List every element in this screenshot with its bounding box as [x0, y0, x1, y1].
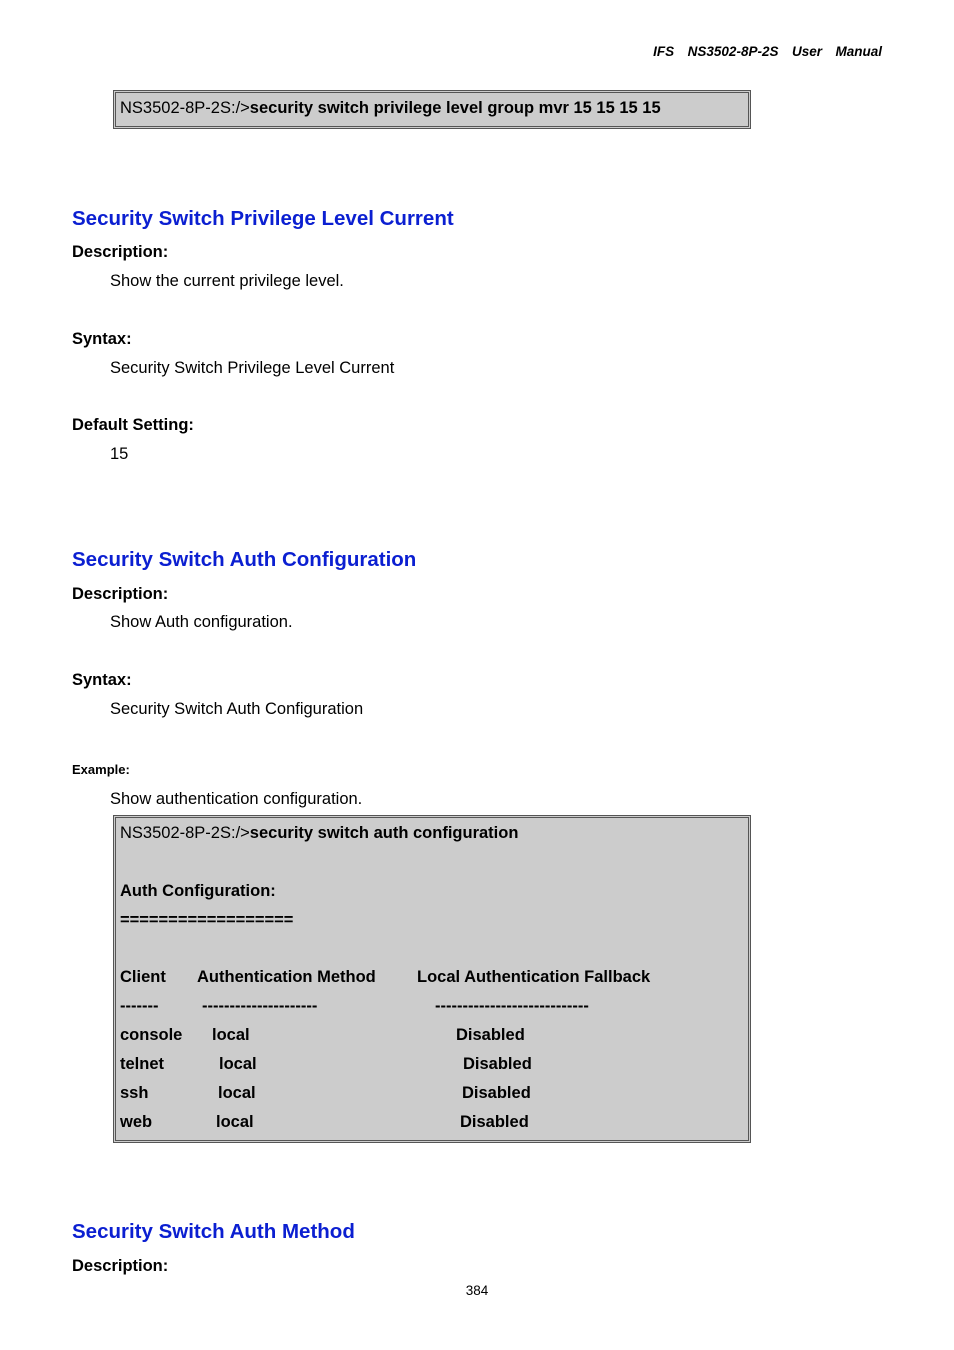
- example-text: Show authentication configuration.: [110, 790, 363, 808]
- column-header-auth-method: Authentication Method: [197, 968, 376, 986]
- section-title-auth-method: Security Switch Auth Method: [72, 1220, 355, 1243]
- cli-prompt: NS3502-8P-2S:/>: [120, 99, 250, 117]
- cell-method: local: [219, 1055, 257, 1073]
- cell-fallback: Disabled: [463, 1055, 532, 1073]
- description-label: Description:: [72, 243, 169, 261]
- syntax-label: Syntax:: [72, 671, 132, 689]
- command-box-mvr: [113, 90, 751, 129]
- description-text: Show Auth configuration.: [110, 613, 293, 631]
- cell-method: local: [216, 1113, 254, 1131]
- syntax-label: Syntax:: [72, 330, 132, 348]
- syntax-text: Security Switch Privilege Level Current: [110, 359, 395, 377]
- column-divider: ----------------------------: [435, 997, 589, 1015]
- column-header-client: Client: [120, 968, 166, 986]
- output-heading: Auth Configuration:: [120, 882, 276, 900]
- cli-command: security switch privilege level group mvr 15 15 15 15: [249, 99, 661, 117]
- description-label: Description:: [72, 585, 169, 603]
- manual-header: IFS NS3502-8P-2S User Manual: [653, 44, 882, 59]
- cell-client: web: [120, 1113, 153, 1131]
- output-rule: ==================: [120, 911, 294, 929]
- description-label: Description:: [72, 1257, 169, 1275]
- column-header-fallback: Local Authentication Fallback: [417, 968, 651, 986]
- description-text: Show the current privilege level.: [110, 272, 344, 290]
- cli-command: security switch auth configuration: [249, 824, 519, 842]
- cell-fallback: Disabled: [462, 1084, 531, 1102]
- default-setting-value: 15: [110, 445, 129, 463]
- syntax-text: Security Switch Auth Configuration: [110, 700, 364, 718]
- column-divider: ---------------------: [202, 997, 318, 1015]
- command-line: [120, 99, 661, 118]
- cell-method: local: [212, 1026, 250, 1044]
- column-divider: -------: [120, 997, 159, 1015]
- cell-client: ssh: [120, 1084, 149, 1102]
- example-label: Example:: [72, 762, 130, 777]
- cell-client: console: [120, 1026, 183, 1044]
- command-box-auth-configuration: [113, 815, 751, 1143]
- command-line: [120, 824, 518, 843]
- page-number: 384: [465, 1283, 489, 1298]
- section-title-privilege-level-current: Security Switch Privilege Level Current: [72, 207, 454, 230]
- section-title-auth-configuration: Security Switch Auth Configuration: [72, 548, 417, 571]
- cell-fallback: Disabled: [456, 1026, 525, 1044]
- cell-method: local: [218, 1084, 256, 1102]
- cell-client: telnet: [120, 1055, 165, 1073]
- cli-prompt: NS3502-8P-2S:/>: [120, 824, 250, 842]
- cell-fallback: Disabled: [460, 1113, 529, 1131]
- default-setting-label: Default Setting:: [72, 416, 194, 434]
